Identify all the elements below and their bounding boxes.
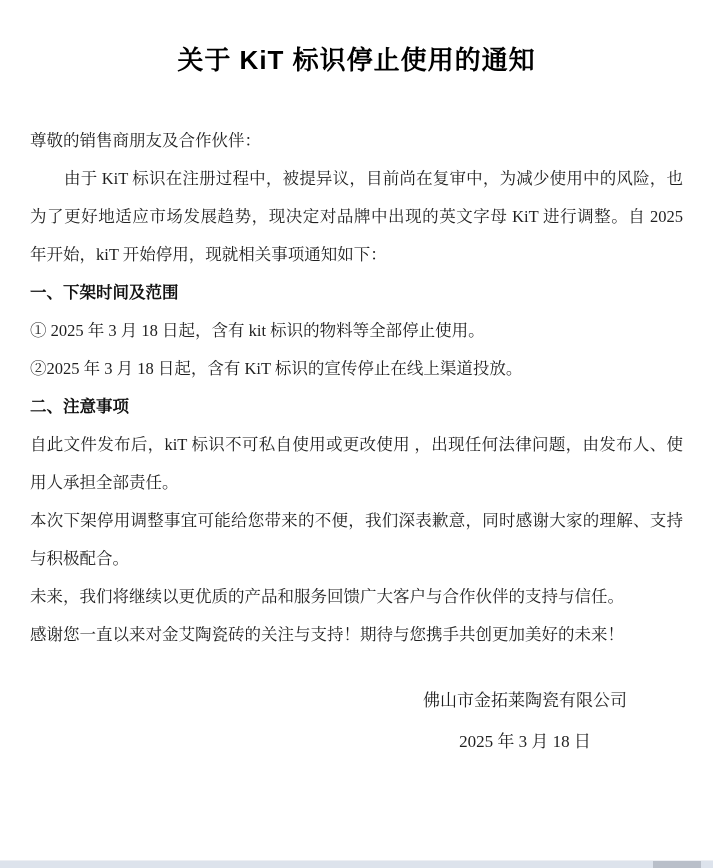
signature-block — [375, 680, 675, 762]
section1-heading: 一、下架时间及范围 — [30, 284, 179, 302]
section1-item-1: ① 2025 年 3 月 18 日起，含有 kit 标识的物料等全部停止使用。 — [30, 321, 485, 340]
document-title: 关于 KiT 标识停止使用的通知 — [177, 45, 536, 75]
section1-item-2: ②2025 年 3 月 18 日起，含有 KiT 标识的宣传停止在线上渠道投放。 — [30, 359, 523, 378]
section2-paragraph-2: 本次下架停用调整事宜可能给您带来的不便，我们深表歉意，同时感谢大家的理解、支持与积极配合。 — [30, 511, 683, 568]
signature-date: 2025 年 3 月 18 日 — [459, 732, 591, 751]
horizontal-scrollbar-track[interactable] — [0, 860, 713, 868]
section2-paragraph-3: 未来，我们将继续以更优质的产品和服务回馈广大客户与合作伙伴的支持与信任。 — [30, 587, 624, 606]
signature-company: 佛山市金拓莱陶瓷有限公司 — [423, 691, 627, 710]
section2-paragraph-1: 自此文件发布后，kiT 标识不可私自使用或更改使用 ，出现任何法律问题，由发布人、使用人承担全部责任。 — [30, 435, 683, 492]
horizontal-scrollbar-thumb[interactable] — [653, 861, 701, 868]
section2-paragraph-4: 感谢您一直以来对金艾陶瓷砖的关注与支持！期待与您携手共创更加美好的未来！ — [30, 625, 624, 644]
salutation-line: 尊敬的销售商朋友及合作伙伴： — [30, 131, 261, 150]
intro-paragraph: 由于 KiT 标识在注册过程中，被提异议，目前尚在复审中，为减少使用中的风险，也为了更好地适应市场发展趋势，现决定对品牌中出现的英文字母 KiT 进行调整。自 2025 年开始，kiT 开始停用，现就相关事项通知如下： — [30, 169, 683, 264]
section2-heading: 二、注意事项 — [30, 398, 129, 416]
